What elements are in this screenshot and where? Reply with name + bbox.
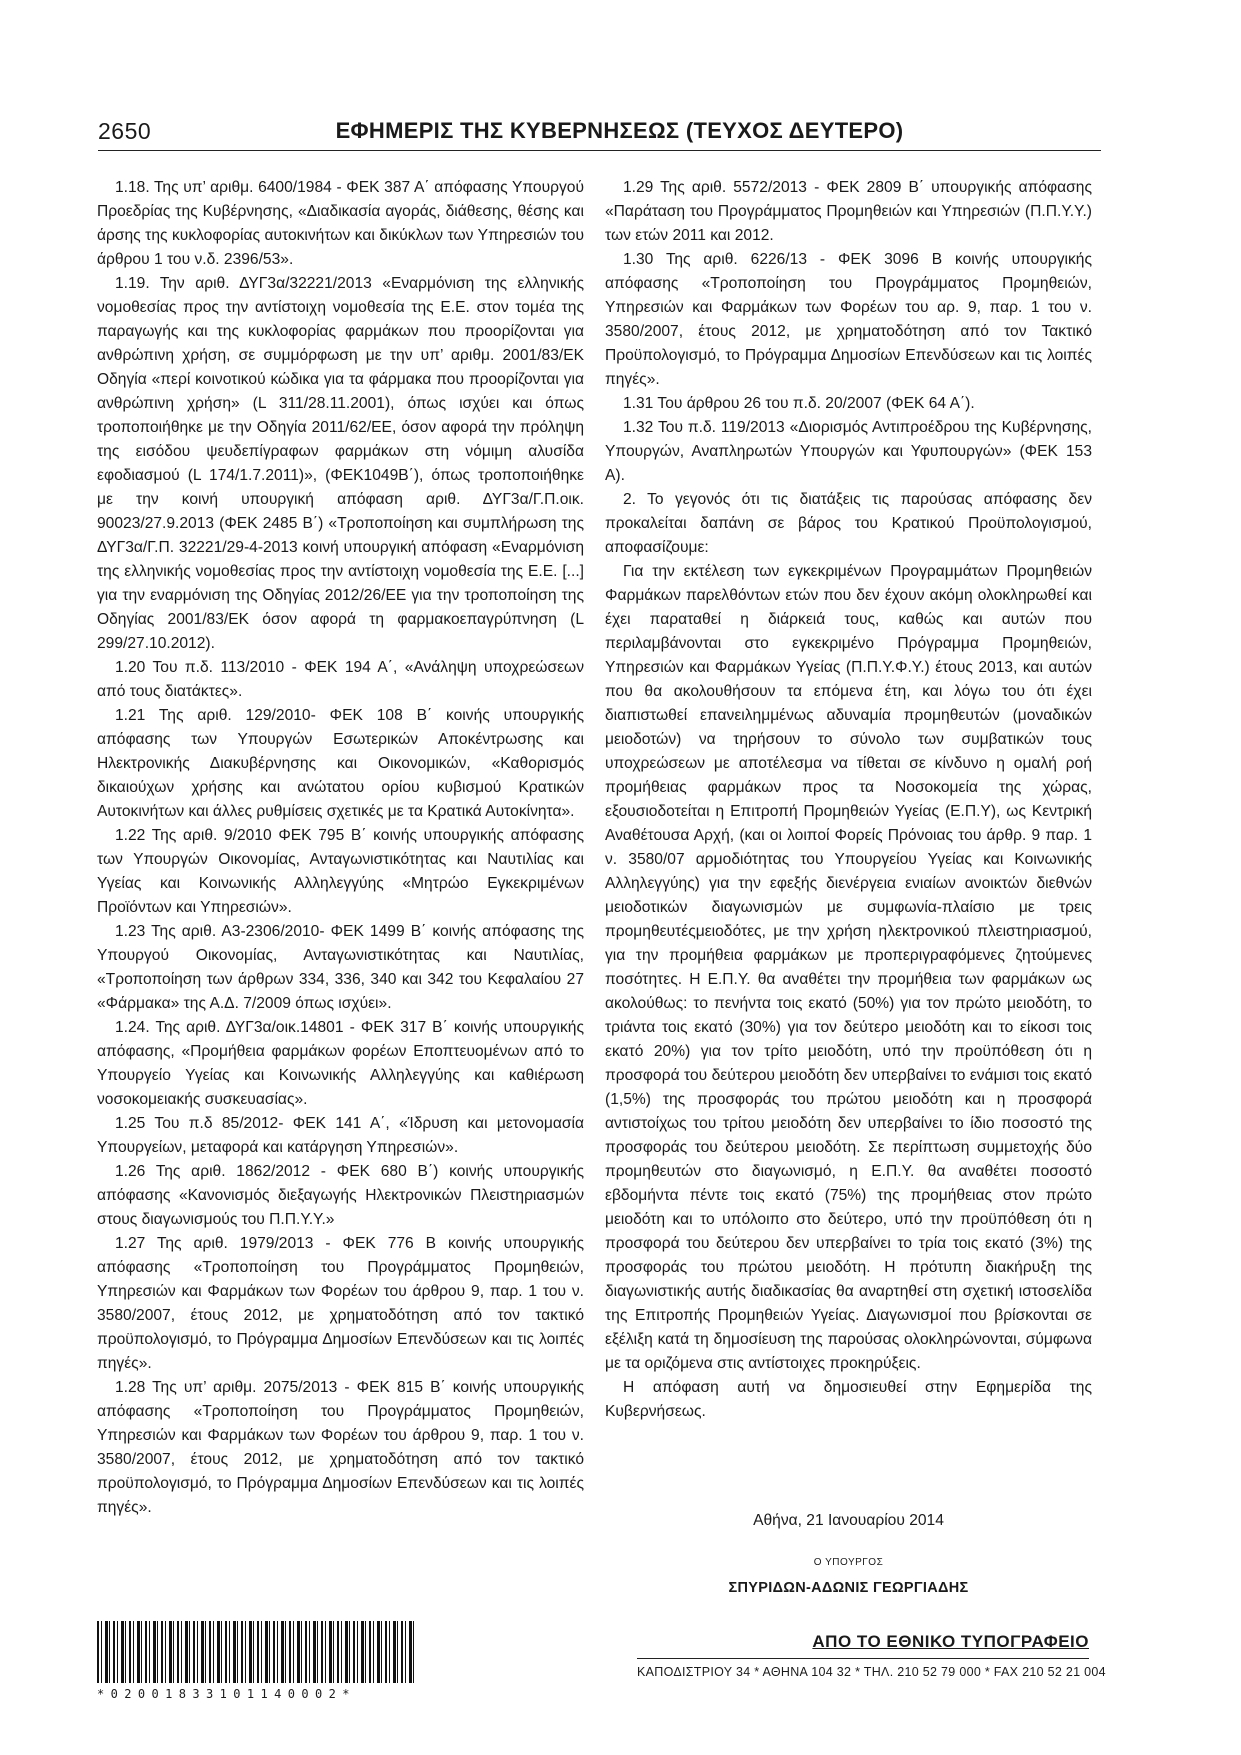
barcode xyxy=(97,1621,415,1705)
paragraph-1-19: 1.19. Την αριθ. ΔΥΓ3α/32221/2013 «Εναρμόνιση της ελληνικής νομοθεσίας προς την αντίστοιχη νομοθεσία της Ε.Ε. στον τομέα της παραγωγής και της κυκλοφορίας φαρμάκων που προορίζονται για ανθρώπινη χρήση, σε συμμόρφωση με την υπ’ αριθμ. 2001/83/ΕΚ Οδηγία «περί κοινοτικού κώδικα για τα φάρμακα που προορίζονται για ανθρώπινη χρήση» (L 311/28.11.2001), όπως ισχύει και όπως τροποποιήθηκε με την Οδηγία 2011/62/ΕΕ, όσον αφορά την πρόληψη της εισόδου ψευδεπίγραφων φαρμάκων στη νόμιμη αλυσίδα εφοδιασμού (L 174/1.7.2011)», (ΦΕΚ1049Β΄), όπως τροποποιήθηκε με την κοινή υπουργική απόφαση αριθ. ΔΥΓ3α/Γ.Π.οικ. 90023/27.9.2013 (ΦΕΚ 2485 Β΄) «Τροποποίηση και συμπλήρωση της ΔΥΓ3α/Γ.Π. 32221/29-4-2013 κοινή υπουργική απόφαση «Εναρμόνιση της ελληνικής νομοθεσίας προς την αντίστοιχη νομοθεσία της Ε.Ε. [...] για την εναρμόνιση της Οδηγίας 2012/26/ΕΕ για την τροποποίηση της Οδηγίας 2001/83/ΕΚ όσον αφορά τη φαρμακοεπαγρύπνηση (L 299/27.10.2012). xyxy=(97,275,584,652)
paragraph-1-23: 1.23 Της αριθ. Α3-2306/2010- ΦΕΚ 1499 Β΄ κοινής απόφασης της Υπουργού Οικονομίας, Ανταγωνιστικότητας και Ναυτιλίας, «Τροποποίηση των άρθρων 334, 336, 340 και 342 του Κεφαλαίου 27 «Φάρμακα» της Α.Δ. 7/2009 όπως ισχύει». xyxy=(97,923,584,1012)
printer-divider xyxy=(637,1658,1089,1659)
paragraph-1-26: 1.26 Της αριθ. 1862/2012 - ΦΕΚ 680 Β΄) κοινής υπουργικής απόφασης «Κανονισμός διεξαγωγής Ηλεκτρονικών Πλειστηριασμών στους διαγωνισμούς του Π.Π.Υ.Υ.» xyxy=(97,1163,584,1228)
printer-name: ΑΠΟ ΤΟ ΕΘΝΙΚΟ ΤΥΠΟΓΡΑΦΕΙΟ xyxy=(812,1632,1089,1651)
left-column xyxy=(97,176,584,1520)
paragraph-1-18: 1.18. Της υπ’ αριθμ. 6400/1984 - ΦΕΚ 387 Α΄ απόφασης Υπουργού Προεδρίας της Κυβέρνησης, «Διαδικασία αγοράς, διάθεσης, θέσης και άρσης της κυκλοφορίας αυτοκινήτων και δικύκλων των Υπηρεσιών του άρθρου 1 του ν.δ. 2396/53». xyxy=(97,179,584,268)
right-column xyxy=(605,176,1092,1424)
paragraph-1-30: 1.30 Της αριθ. 6226/13 - ΦΕΚ 3096 Β κοινής υπουργικής απόφασης «Τροποποίηση του Προγράμματος Προμηθειών, Υπηρεσιών και Φαρμάκων των Φορέων του αρ. 9, παρ. 1 του ν. 3580/2007, έτους 2012, με χρηματοδότηση από τον Τακτικό Προϋπολογισμό, το Πρόγραμμα Δημοσίων Επενδύσεων και τις λοιπές πηγές». xyxy=(605,251,1092,388)
page-number: 2650 xyxy=(98,118,152,144)
minister-title: Ο ΥΠΟΥΡΓΟΣ xyxy=(813,1557,884,1568)
paragraph-1-32: 1.32 Του π.δ. 119/2013 «Διορισμός Αντιπροέδρου της Κυβέρνησης, Υπουργών, Αναπληρωτών Υπουργών και Υφυπουργών» (ΦΕΚ 153 Α). xyxy=(605,419,1092,484)
decision-body: Για την εκτέλεση των εγκεκριμένων Προγραμμάτων Προμηθειών Φαρμάκων παρελθόντων ετών που δεν έχουν ακόμη ολοκληρωθεί και έχει παραταθεί η διάρκειά τους, καθώς και αυτών που περιλαμβάνονται στο εγκεκριμένο Πρόγραμμα Προμηθειών, Υπηρεσιών και Φαρμάκων Υγείας (Π.Π.Υ.Φ.Υ.) έτους 2013, και αυτών που θα ακολουθήσουν τα επόμενα έτη, και λόγω του ότι έχει διαπιστωθεί επανειλημμένως αδυναμία προμηθευτών (μοναδικών μειοδοτών) να τηρήσουν το σύνολο των συμβατικών τους υποχρεώσεων με αποτέλεσμα να τίθεται σε κίνδυνο η ομαλή ροή προμήθειας φαρμάκων προς τα Νοσοκομεία της χώρας, εξουσιοδοτείται η Επιτροπή Προμηθειών Υγείας (Ε.Π.Υ), ως Κεντρική Αναθέτουσα Αρχή, (και οι λοιποί Φορείς Πρόνοιας του άρθρ. 9 παρ. 1 ν. 3580/07 αρμοδιότητας του Υπουργείου Υγείας και Κοινωνικής Αλληλεγγύης) για την εφεξής διενέργεια ενιαίων ανοικτών διεθνών μειοδοτικών διαγωνισμών με συμφωνία-πλαίσιο με τρεις προμηθευτέςμειοδότες, με την χρήση ηλεκτρονικού πλειστηριασμού, για την προμήθεια φαρμάκων με προπεριγραφόμενες ζητούμενες ποσότητες. Η Ε.Π.Υ. θα αναθέτει την προμήθεια των φαρμάκων ως ακολούθως: το πενήντα τοις εκατό (50%) για τον πρώτο μειοδότη, το τριάντα τοις εκατό (30%) για τον δεύτερο μειοδότη και το είκοσι τοις εκατό 20%) για τον τρίτο μειοδότη, υπό την προϋπόθεση ότι η προσφορά του δεύτερου μειοδότη δεν υπερβαίνει το ενάμισι τοις εκατό (1,5%) της προσφοράς του πρώτου μειοδότη και η προσφορά αντιστοίχως του τρίτου μειοδότη δεν υπερβαίνει το ίδιο ποσοστό της προσφοράς του δεύτερου μειοδότη. Σε περίπτωση συμμετοχής δύο προμηθευτών στο διαγωνισμό, η Ε.Π.Υ. θα αναθέτει ποσοστό εβδομήντα πέντε τοις εκατό (75%) της προμήθειας στον πρώτο μειοδότη και το υπόλοιπο στο δεύτερο, υπό την προϋπόθεση ότι η προσφορά του δεύτερου δεν υπερβαίνει το τρία τοις εκατό (3%) της προσφοράς του πρώτου μειοδότη. Η πρότυπη διακήρυξη της διαγωνιστικής αυτής διαδικασίας θα αναρτηθεί στη σχετική ιστοσελίδα της Επιτροπής Προμηθειών Υγείας. Διαγωνισμοί που βρίσκονται σε εξέλιξη κατά τη δημοσίευση της παρούσας ολοκληρώνονται, σύμφωνα με τα οριζόμενα στις αντίστοιχες προκηρύξεις. xyxy=(605,563,1092,1372)
paragraph-1-20: 1.20 Του π.δ. 113/2010 - ΦΕΚ 194 Α΄, «Ανάληψη υποχρεώσεων από τους διατάκτες». xyxy=(97,659,584,700)
place-date: Αθήνα, 21 Ιανουαρίου 2014 xyxy=(753,1512,944,1529)
paragraph-1-22: 1.22 Της αριθ. 9/2010 ΦΕΚ 795 Β΄ κοινής υπουργικής απόφασης των Υπουργών Οικονομίας, Ανταγωνιστικότητας και Ναυτιλίας και Υγείας και Κοινωνικής Αλληλεγγύης «Μητρώο Εγκεκριμένων Προϊόντων και Υπηρεσιών». xyxy=(97,827,584,916)
paragraph-1-31: 1.31 Του άρθρου 26 του π.δ. 20/2007 (ΦΕΚ 64 Α΄). xyxy=(623,395,975,412)
paragraph-1-25: 1.25 Του π.δ 85/2012- ΦΕΚ 141 Α΄, «Ίδρυση και μετονομασία Υπουργείων, μεταφορά και κατάργηση Υπηρεσιών». xyxy=(97,1115,584,1156)
paragraph-1-24: 1.24. Της αριθ. ΔΥΓ3α/οικ.14801 - ΦΕΚ 317 Β΄ κοινής υπουργικής απόφασης, «Προμήθεια φαρμάκων φορέων Εποπτευομένων από το Υπουργείο Υγείας και Κοινωνικής Αλληλεγγύης και καθιέρωση νοσοκομειακής συσκευασίας». xyxy=(97,1019,584,1108)
barcode-bars xyxy=(97,1621,415,1683)
paragraph-1-28: 1.28 Της υπ’ αριθμ. 2075/2013 - ΦΕΚ 815 Β΄ κοινής υπουργικής απόφασης «Τροποποίηση του Προγράμματος Προμηθειών, Υπηρεσιών και Φαρμάκων των Φορέων του άρθρου 9, παρ. 1 του ν. 3580/2007, έτους 2012, με χρηματοδότηση από τον τακτικό προϋπολογισμό, το Πρόγραμμα Δημοσίων Επενδύσεων και τις λοιπές πηγές». xyxy=(97,1379,584,1516)
paragraph-1-21: 1.21 Της αριθ. 129/2010- ΦΕΚ 108 Β΄ κοινής υπουργικής απόφασης των Υπουργών Εσωτερικών Αποκέντρωσης και Ηλεκτρονικής Διακυβέρνησης και Οικονομικών, «Καθορισμός δικαιούχων χρήσης και ανώτατου ορίου κυβισμού Κρατικών Αυτοκινήτων και άλλες ρυθμίσεις σχετικές με τα Κρατικά Αυτοκίνητα». xyxy=(97,707,584,820)
publication-order: Η απόφαση αυτή να δημοσιευθεί στην Εφημερίδα της Κυβερνήσεως. xyxy=(605,1379,1092,1420)
gazette-title: ΕΦΗΜΕΡΙΣ ΤΗΣ ΚΥΒΕΡΝΗΣΕΩΣ (ΤΕΥΧΟΣ ΔΕΥΤΕΡΟ) xyxy=(335,118,904,143)
printer-address: ΚΑΠΟΔΙΣΤΡΙΟΥ 34 * ΑΘΗΝΑ 104 32 * ΤΗΛ. 210 52 79 000 * FAX 210 52 21 004 xyxy=(637,1665,1106,1679)
paragraph-1-29: 1.29 Της αριθ. 5572/2013 - ΦΕΚ 2809 Β΄ υπουργικής απόφασης «Παράταση του Προγράμματος Προμηθειών και Υπηρεσιών (Π.Π.Υ.Υ.) των ετών 2011 και 2012. xyxy=(605,179,1092,244)
printer-block xyxy=(637,1632,1106,1679)
paragraph-2: 2. Το γεγονός ότι τις διατάξεις τις παρούσας απόφασης δεν προκαλείται δαπάνη σε βάρος του Κρατικού Προϋπολογισμού, αποφασίζουμε: xyxy=(605,491,1092,556)
paragraph-1-27: 1.27 Της αριθ. 1979/2013 - ΦΕΚ 776 Β κοινής υπουργικής απόφασης «Τροποποίηση του Προγράμματος Προμηθειών, Υπηρεσιών και Φαρμάκων των Φορέων του άρθρου 9, παρ. 1 του ν. 3580/2007, έτους 2012, με χρηματοδότηση από τον τακτικό προϋπολογισμό, το Πρόγραμμα Δημοσίων Επενδύσεων και τις λοιπές πηγές». xyxy=(97,1235,584,1372)
page-header xyxy=(98,118,1101,151)
barcode-digits: *02001833101140002* xyxy=(97,1687,356,1701)
minister-name: ΣΠΥΡΙΔΩΝ-ΑΔΩΝΙΣ ΓΕΩΡΓΙΑΔΗΣ xyxy=(728,1580,969,1596)
